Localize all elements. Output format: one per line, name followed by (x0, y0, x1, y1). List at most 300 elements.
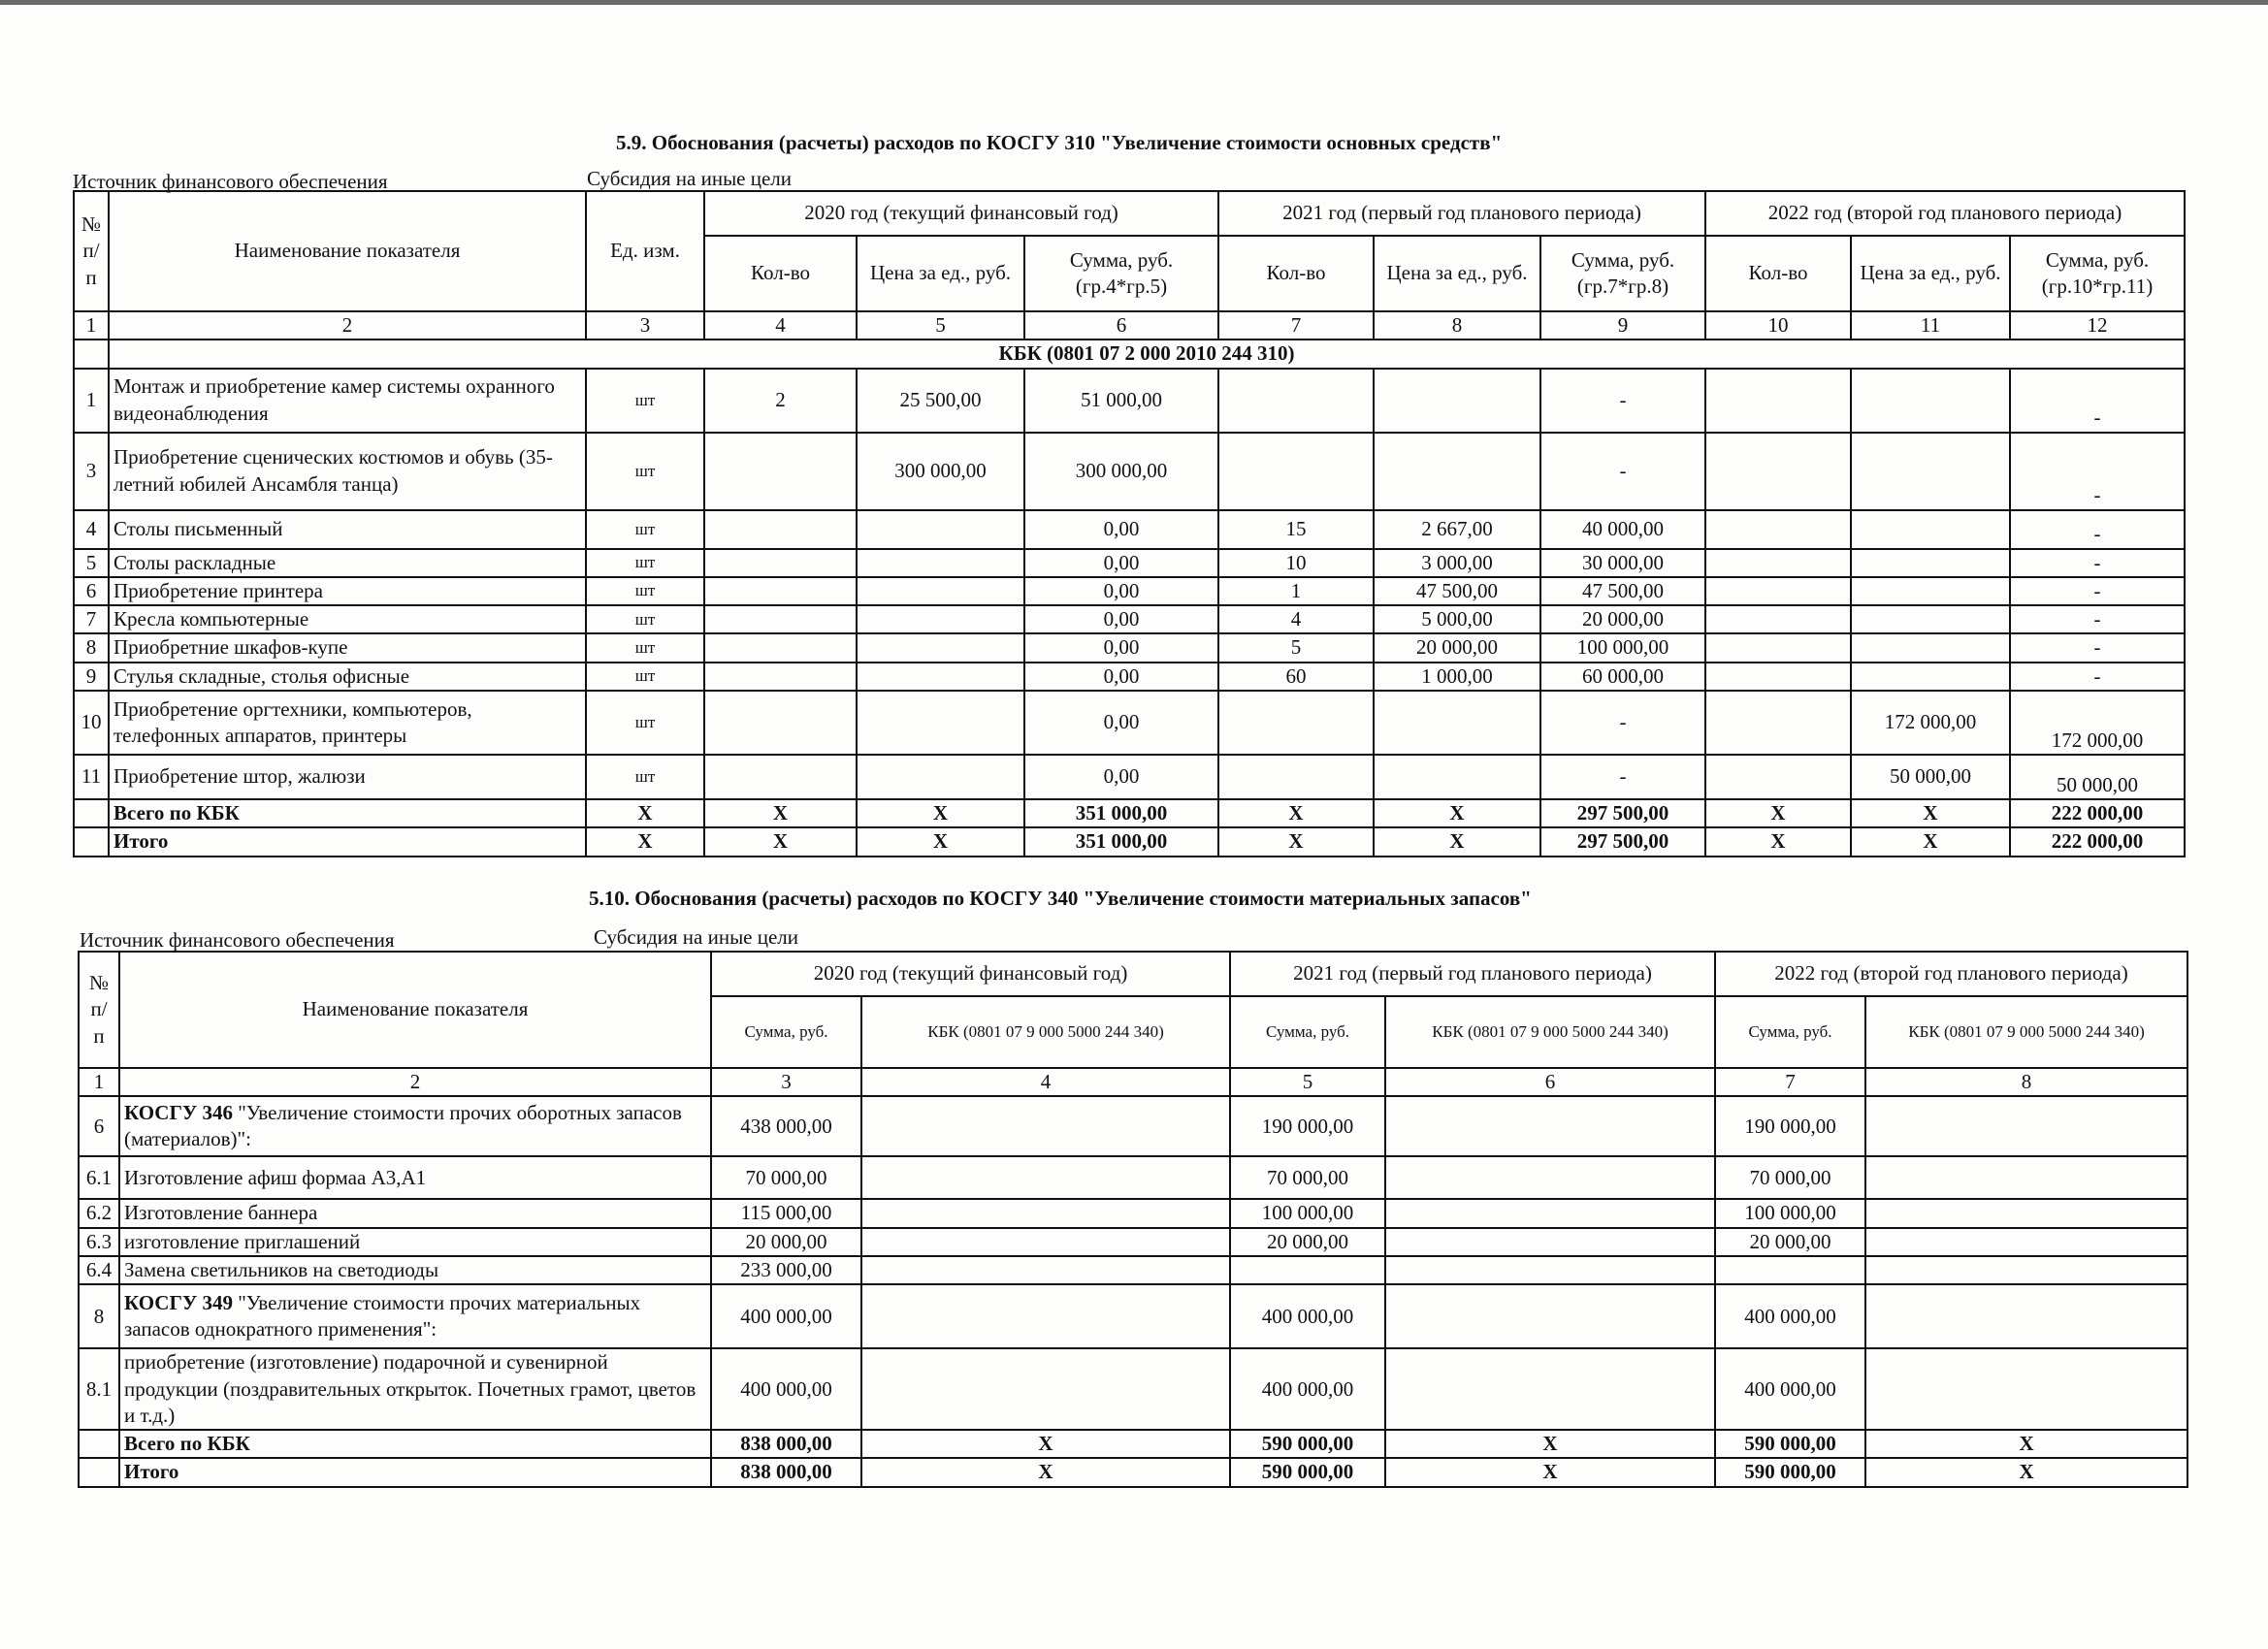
total-sum-2021: 590 000,00 (1230, 1458, 1385, 1486)
header-year-2021: 2021 год (первый год планового периода) (1218, 191, 1705, 236)
price-2021: 1 000,00 (1374, 663, 1540, 691)
kbk-2020 (861, 1096, 1230, 1156)
sum-2021: 20 000,00 (1230, 1228, 1385, 1256)
row-number: 6 (79, 1096, 119, 1156)
qty-2022 (1705, 549, 1851, 577)
colnum: 1 (79, 1068, 119, 1096)
kbk-2022 (1865, 1199, 2187, 1227)
funding-source-value-2: Субсидия на иные цели (594, 925, 799, 949)
qty-2020 (704, 549, 857, 577)
total-x: Х (857, 827, 1024, 856)
sum-2021: 400 000,00 (1230, 1348, 1385, 1430)
row-name-text: "Увеличение стоимости прочих оборотных запасов (материалов)": (124, 1101, 682, 1151)
row-unit: шт (586, 433, 704, 510)
total-label: Всего по КБК (109, 799, 586, 827)
table-row (79, 1284, 2187, 1348)
section-title-5-9: 5.9. Обоснования (расчеты) расходов по КОСГУ 310 "Увеличение стоимости основных средств" (616, 131, 1503, 154)
row-name-text: Замена светильников на светодиоды (124, 1257, 439, 1281)
header-year-2020: 2020 год (текущий финансовый год) (704, 191, 1218, 236)
sum-2022: - (2010, 633, 2185, 662)
price-2020 (857, 663, 1024, 691)
kbk-2020 (861, 1156, 1230, 1199)
sum-2021: 70 000,00 (1230, 1156, 1385, 1199)
kbk-2020 (861, 1284, 1230, 1348)
row-number: 6.4 (79, 1256, 119, 1284)
table-row (74, 691, 2185, 755)
qty-2022 (1705, 369, 1851, 433)
sum-2020: 0,00 (1024, 755, 1218, 799)
price-2022 (1851, 549, 2010, 577)
sum-2020: 0,00 (1024, 510, 1218, 549)
header-price-2020: Цена за ед., руб. (857, 236, 1024, 311)
total-x: Х (861, 1458, 1230, 1486)
price-2022: 50 000,00 (1851, 755, 2010, 799)
colnum: 7 (1218, 311, 1374, 340)
sum-2021: 20 000,00 (1540, 605, 1705, 633)
sum-2022: 400 000,00 (1715, 1284, 1865, 1348)
total-x: Х (1705, 827, 1851, 856)
total-num (79, 1430, 119, 1458)
row-name: Приобретение принтера (109, 577, 586, 605)
qty-2022 (1705, 663, 1851, 691)
row-unit: шт (586, 577, 704, 605)
header-sum-2022: Сумма, руб. (гр.10*гр.11) (2010, 236, 2185, 311)
table-row (74, 549, 2185, 577)
colnum: 4 (704, 311, 857, 340)
sum-2021: 100 000,00 (1540, 633, 1705, 662)
sum-2020: 20 000,00 (711, 1228, 861, 1256)
colnum: 8 (1865, 1068, 2187, 1096)
header-year-2021-2: 2021 год (первый год планового периода) (1230, 952, 1715, 996)
header-sum-2022-2: Сумма, руб. (1715, 996, 1865, 1068)
sum-2021: 40 000,00 (1540, 510, 1705, 549)
sum-2022: - (2010, 663, 2185, 691)
sum-2020: 0,00 (1024, 577, 1218, 605)
row-name (119, 1228, 711, 1256)
total-x: Х (1385, 1430, 1715, 1458)
sum-2021: - (1540, 755, 1705, 799)
row-unit: шт (586, 510, 704, 549)
qty-2021: 4 (1218, 605, 1374, 633)
kbk-2022 (1865, 1256, 2187, 1284)
colnum: 2 (109, 311, 586, 340)
qty-2022 (1705, 755, 1851, 799)
row-name: Приобретение оргтехники, компьютеров, телефонных аппаратов, принтеры (109, 691, 586, 755)
qty-2021: 1 (1218, 577, 1374, 605)
total-num (74, 799, 109, 827)
sum-2020: 400 000,00 (711, 1284, 861, 1348)
sum-2022: 190 000,00 (1715, 1096, 1865, 1156)
sum-2022: 50 000,00 (2010, 755, 2185, 799)
table-row (74, 633, 2185, 662)
row-name: Приобретение сценических костюмов и обувь (35-летний юбилей Ансамбля танца) (109, 433, 586, 510)
sum-2020: 0,00 (1024, 691, 1218, 755)
sum-2021: 400 000,00 (1230, 1284, 1385, 1348)
kbk-2021 (1385, 1228, 1715, 1256)
sum-2022: - (2010, 433, 2185, 510)
sum-2022 (1715, 1256, 1865, 1284)
row-name (119, 1096, 711, 1156)
row-name (119, 1284, 711, 1348)
total-sum-2022: 222 000,00 (2010, 799, 2185, 827)
sum-2020: 400 000,00 (711, 1348, 861, 1430)
total-sum-2021: 590 000,00 (1230, 1430, 1385, 1458)
sum-2020: 115 000,00 (711, 1199, 861, 1227)
sum-2021: 47 500,00 (1540, 577, 1705, 605)
qty-2022 (1705, 605, 1851, 633)
header-qty-2020: Кол-во (704, 236, 857, 311)
row-number: 7 (74, 605, 109, 633)
row-number: 6.2 (79, 1199, 119, 1227)
row-number: 6.1 (79, 1156, 119, 1199)
row-number: 9 (74, 663, 109, 691)
colnum: 1 (74, 311, 109, 340)
colnum: 7 (1715, 1068, 1865, 1096)
price-2020 (857, 577, 1024, 605)
kbk-label: КБК (0801 07 2 000 2010 244 310) (109, 340, 2185, 368)
total-x: Х (1218, 827, 1374, 856)
total-x: Х (1705, 799, 1851, 827)
total-sum-2020: 351 000,00 (1024, 827, 1218, 856)
row-number: 8.1 (79, 1348, 119, 1430)
qty-2020: 2 (704, 369, 857, 433)
total-sum-2022: 590 000,00 (1715, 1458, 1865, 1486)
total-x: Х (704, 799, 857, 827)
table-row (79, 1256, 2187, 1284)
row-unit: шт (586, 633, 704, 662)
sum-2020: 300 000,00 (1024, 433, 1218, 510)
kbk-2020 (861, 1199, 1230, 1227)
row-name (119, 1156, 711, 1199)
total-row (74, 827, 2185, 856)
qty-2022 (1705, 577, 1851, 605)
table-row (74, 663, 2185, 691)
header-price-2022: Цена за ед., руб. (1851, 236, 2010, 311)
table-row (79, 1199, 2187, 1227)
sum-2021: 100 000,00 (1230, 1199, 1385, 1227)
price-2020: 300 000,00 (857, 433, 1024, 510)
sum-2020: 0,00 (1024, 663, 1218, 691)
column-numbers-row-2 (79, 1068, 2187, 1096)
table-kosgu-310 (73, 190, 2186, 857)
row-name: Столы раскладные (109, 549, 586, 577)
row-number: 10 (74, 691, 109, 755)
row-number: 5 (74, 549, 109, 577)
header-kbk-2021: КБК (0801 07 9 000 5000 244 340) (1385, 996, 1715, 1068)
sum-2020: 0,00 (1024, 633, 1218, 662)
header-name-2: Наименование показателя (119, 952, 711, 1068)
total-x: Х (1865, 1430, 2187, 1458)
total-x: Х (586, 827, 704, 856)
colnum: 5 (857, 311, 1024, 340)
header-sum-2020: Сумма, руб. (гр.4*гр.5) (1024, 236, 1218, 311)
sum-2020: 51 000,00 (1024, 369, 1218, 433)
row-number: 8 (79, 1284, 119, 1348)
qty-2020 (704, 433, 857, 510)
colnum: 4 (861, 1068, 1230, 1096)
kbk-2022 (1865, 1096, 2187, 1156)
row-kosgu-code: КОСГУ 349 (124, 1290, 233, 1314)
colnum: 3 (586, 311, 704, 340)
price-2021: 20 000,00 (1374, 633, 1540, 662)
total-x: Х (857, 799, 1024, 827)
row-name-text: Изготовление афиш формаа А3,А1 (124, 1165, 427, 1189)
price-2021 (1374, 755, 1540, 799)
sum-2022: - (2010, 510, 2185, 549)
sum-2022: - (2010, 605, 2185, 633)
sum-2022: 20 000,00 (1715, 1228, 1865, 1256)
total-x: Х (1851, 799, 2010, 827)
qty-2021 (1218, 691, 1374, 755)
column-numbers-row (74, 311, 2185, 340)
price-2022 (1851, 369, 2010, 433)
row-name-text: изготовление приглашений (124, 1229, 361, 1253)
kbk-2022 (1865, 1156, 2187, 1199)
funding-source-label: Источник финансового обеспечения (73, 170, 388, 193)
row-name-text: "Увеличение стоимости прочих материальных запасов однократного применения": (124, 1290, 641, 1342)
header-qty-2022: Кол-во (1705, 236, 1851, 311)
sum-2022: 400 000,00 (1715, 1348, 1865, 1430)
header-name: Наименование показателя (109, 191, 586, 311)
qty-2022 (1705, 510, 1851, 549)
price-2021 (1374, 369, 1540, 433)
total-sum-2020: 351 000,00 (1024, 799, 1218, 827)
row-unit: шт (586, 549, 704, 577)
total-x: Х (861, 1430, 1230, 1458)
sum-2020: 233 000,00 (711, 1256, 861, 1284)
kbk-2022 (1865, 1348, 2187, 1430)
kbk-2021 (1385, 1256, 1715, 1284)
colnum: 12 (2010, 311, 2185, 340)
scan-edge (0, 0, 2268, 5)
header-year-2020-2: 2020 год (текущий финансовый год) (711, 952, 1230, 996)
row-number: 6 (74, 577, 109, 605)
colnum: 6 (1385, 1068, 1715, 1096)
qty-2021 (1218, 433, 1374, 510)
price-2020 (857, 633, 1024, 662)
sum-2022: 172 000,00 (2010, 691, 2185, 755)
sum-2021 (1230, 1256, 1385, 1284)
total-sum-2020: 838 000,00 (711, 1430, 861, 1458)
funding-source-label-2: Источник финансового обеспечения (80, 928, 395, 952)
colnum: 9 (1540, 311, 1705, 340)
price-2021: 3 000,00 (1374, 549, 1540, 577)
qty-2021: 15 (1218, 510, 1374, 549)
total-x: Х (1865, 1458, 2187, 1486)
table-row (74, 605, 2185, 633)
colnum: 11 (1851, 311, 2010, 340)
table-row (74, 755, 2185, 799)
row-unit: шт (586, 691, 704, 755)
row-name: Стулья складные, столья офисные (109, 663, 586, 691)
price-2022: 172 000,00 (1851, 691, 2010, 755)
sum-2022: - (2010, 369, 2185, 433)
header-kbk-2022: КБК (0801 07 9 000 5000 244 340) (1865, 996, 2187, 1068)
total-num (74, 827, 109, 856)
total-x: Х (1385, 1458, 1715, 1486)
kbk-2021 (1385, 1348, 1715, 1430)
row-name-text: приобретение (изготовление) подарочной и сувенирной продукции (поздравительных открыток. Почетных грамот, цветов и т.д.) (124, 1350, 697, 1427)
kbk-2020 (861, 1348, 1230, 1430)
qty-2020 (704, 577, 857, 605)
kbk-2021 (1385, 1284, 1715, 1348)
qty-2020 (704, 691, 857, 755)
total-label: Всего по КБК (119, 1430, 711, 1458)
row-unit: шт (586, 605, 704, 633)
sum-2021: 190 000,00 (1230, 1096, 1385, 1156)
total-sum-2022: 590 000,00 (1715, 1430, 1865, 1458)
sum-2021: - (1540, 433, 1705, 510)
price-2021 (1374, 433, 1540, 510)
kbk-2021 (1385, 1096, 1715, 1156)
total-num (79, 1458, 119, 1486)
price-2021: 47 500,00 (1374, 577, 1540, 605)
qty-2021: 60 (1218, 663, 1374, 691)
total-x: Х (1851, 827, 2010, 856)
total-sum-2021: 297 500,00 (1540, 799, 1705, 827)
table-row (74, 510, 2185, 549)
row-name (119, 1348, 711, 1430)
section-title-5-10: 5.10. Обоснования (расчеты) расходов по КОСГУ 340 "Увеличение стоимости материальных запасов" (589, 887, 1532, 910)
sum-2021: 30 000,00 (1540, 549, 1705, 577)
colnum: 8 (1374, 311, 1540, 340)
row-name: Столы письменный (109, 510, 586, 549)
kbk-2021 (1385, 1199, 1715, 1227)
row-name: Монтаж и приобретение камер системы охранного видеонаблюдения (109, 369, 586, 433)
colnum: 5 (1230, 1068, 1385, 1096)
qty-2020 (704, 633, 857, 662)
table-row (74, 433, 2185, 510)
sum-2020: 438 000,00 (711, 1096, 861, 1156)
total-x: Х (1374, 827, 1540, 856)
kbk-2022 (1865, 1228, 2187, 1256)
qty-2022 (1705, 691, 1851, 755)
total-x: Х (704, 827, 857, 856)
price-2022 (1851, 663, 2010, 691)
sum-2020: 0,00 (1024, 605, 1218, 633)
row-unit: шт (586, 755, 704, 799)
sum-2022: 100 000,00 (1715, 1199, 1865, 1227)
qty-2020 (704, 663, 857, 691)
table-kosgu-340 (78, 951, 2188, 1488)
price-2021: 5 000,00 (1374, 605, 1540, 633)
total-x: Х (1374, 799, 1540, 827)
sum-2020: 0,00 (1024, 549, 1218, 577)
price-2020 (857, 510, 1024, 549)
table-row (79, 1096, 2187, 1156)
row-number: 6.3 (79, 1228, 119, 1256)
sum-2022: - (2010, 577, 2185, 605)
qty-2022 (1705, 633, 1851, 662)
kbk-2022 (1865, 1284, 2187, 1348)
total-label: Итого (119, 1458, 711, 1486)
qty-2021 (1218, 755, 1374, 799)
kbk-2020 (861, 1228, 1230, 1256)
header-sum-2021-2: Сумма, руб. (1230, 996, 1385, 1068)
total-label: Итого (109, 827, 586, 856)
price-2020 (857, 549, 1024, 577)
row-name (119, 1199, 711, 1227)
funding-source-value: Субсидия на иные цели (587, 167, 793, 190)
total-sum-2021: 297 500,00 (1540, 827, 1705, 856)
price-2022 (1851, 605, 2010, 633)
row-kosgu-code: КОСГУ 346 (124, 1101, 233, 1124)
qty-2020 (704, 605, 857, 633)
sum-2022: - (2010, 549, 2185, 577)
sum-2022: 70 000,00 (1715, 1156, 1865, 1199)
row-name-text: Изготовление баннера (124, 1201, 318, 1225)
qty-2021: 10 (1218, 549, 1374, 577)
header-kbk-2020: КБК (0801 07 9 000 5000 244 340) (861, 996, 1230, 1068)
total-row (79, 1458, 2187, 1486)
qty-2020 (704, 510, 857, 549)
price-2022 (1851, 633, 2010, 662)
table-row (79, 1348, 2187, 1430)
price-2020 (857, 755, 1024, 799)
row-unit: шт (586, 663, 704, 691)
price-2020 (857, 691, 1024, 755)
row-number: 8 (74, 633, 109, 662)
row-name: Приобретение штор, жалюзи (109, 755, 586, 799)
price-2020: 25 500,00 (857, 369, 1024, 433)
price-2020 (857, 605, 1024, 633)
colnum: 3 (711, 1068, 861, 1096)
price-2021 (1374, 691, 1540, 755)
sum-2021: 60 000,00 (1540, 663, 1705, 691)
qty-2021: 5 (1218, 633, 1374, 662)
kbk-2020 (861, 1256, 1230, 1284)
row-unit: шт (586, 369, 704, 433)
header-sum-2020-2: Сумма, руб. (711, 996, 861, 1068)
row-name: Кресла компьютерные (109, 605, 586, 633)
total-sum-2022: 222 000,00 (2010, 827, 2185, 856)
table-row (74, 369, 2185, 433)
header-qty-2021: Кол-во (1218, 236, 1374, 311)
total-sum-2020: 838 000,00 (711, 1458, 861, 1486)
header-year-2022: 2022 год (второй год планового периода) (1705, 191, 2185, 236)
table-row (79, 1228, 2187, 1256)
header-num: № п/ п (74, 191, 109, 311)
total-row (74, 799, 2185, 827)
table-row (74, 577, 2185, 605)
qty-2020 (704, 755, 857, 799)
colnum: 10 (1705, 311, 1851, 340)
sum-2020: 70 000,00 (711, 1156, 861, 1199)
colnum: 6 (1024, 311, 1218, 340)
total-x: Х (586, 799, 704, 827)
header-num-2: № п/ п (79, 952, 119, 1068)
header-sum-2021: Сумма, руб. (гр.7*гр.8) (1540, 236, 1705, 311)
table-row (79, 1156, 2187, 1199)
price-2021: 2 667,00 (1374, 510, 1540, 549)
total-row (79, 1430, 2187, 1458)
qty-2022 (1705, 433, 1851, 510)
row-number: 3 (74, 433, 109, 510)
price-2022 (1851, 433, 2010, 510)
price-2022 (1851, 577, 2010, 605)
header-unit: Ед. изм. (586, 191, 704, 311)
header-year-2022-2: 2022 год (второй год планового периода) (1715, 952, 2187, 996)
price-2022 (1851, 510, 2010, 549)
kbk-2021 (1385, 1156, 1715, 1199)
row-name (119, 1256, 711, 1284)
qty-2021 (1218, 369, 1374, 433)
row-number: 11 (74, 755, 109, 799)
sum-2021: - (1540, 691, 1705, 755)
row-number: 1 (74, 369, 109, 433)
row-name: Приобретние шкафов-купе (109, 633, 586, 662)
header-price-2021: Цена за ед., руб. (1374, 236, 1540, 311)
